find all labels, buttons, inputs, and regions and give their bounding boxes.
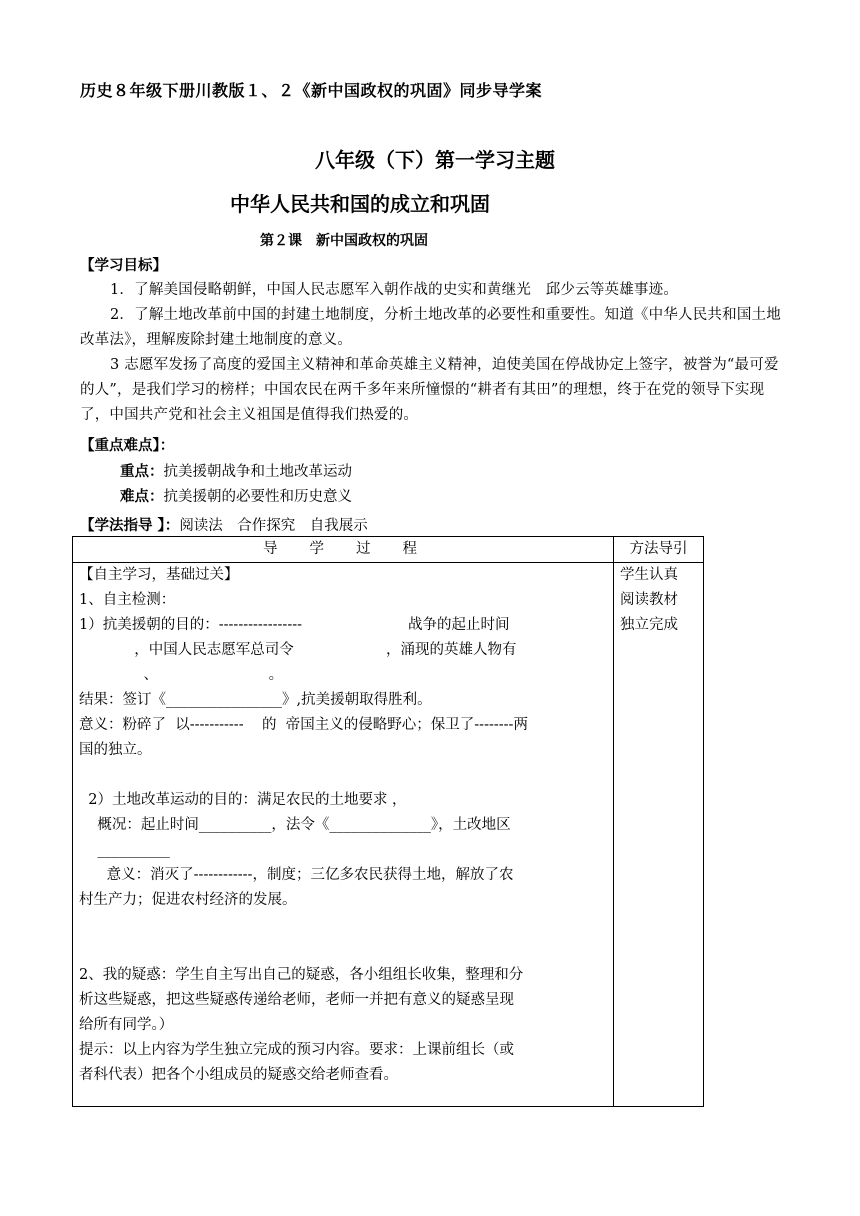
objectives-heading: 【学习目标】 (80, 258, 167, 274)
content-line: 给所有同学。） (79, 1017, 174, 1033)
key-points-heading: 【重点难点】： (80, 438, 175, 454)
objective-item-2: 2．了解土地改革前中国的封建土地制度，分析土地改革的必要性和重要性。知道《中华人民共和国土地改革法》，理解废除封建土地制度的意义。 (80, 307, 781, 348)
objective-item-1: 1．了解美国侵略朝鲜，中国人民志愿军入朝作战的史实和黄继光 邱少云等英雄事迹。 (110, 282, 679, 298)
method-guide-line: 阅读教材 (620, 592, 678, 608)
objective-item-3: 3 志愿军发扬了高度的爱国主义精神和革命英雄主义精神，迫使美国在停战协定上签字，被誉为“最可爱的人”，是我们学习的榜样；中国农民在两千多年来所憧憬的“耕者有其田”的理想，终于在党的领导下实现了，中国共产党和社会主义祖国是值得我们热爱的。 (80, 357, 779, 423)
content-line: 2）土地改革运动的目的：满足农民的土地要求 ， (79, 792, 407, 808)
key-point-line (120, 460, 352, 481)
difficult-point-line (120, 485, 352, 506)
unit-title: 八年级（下）第一学习主题 (315, 148, 555, 172)
content-line: 意义：消灭了------------，制度；三亿多农民获得土地，解放了农 (79, 867, 514, 883)
lesson-title: 第２课 新中国政权的巩固 (260, 233, 428, 249)
method-guide-line: 独立完成 (620, 617, 678, 633)
content-line: ，中国人民志愿军总司令 ，涌现的英雄人物有 (79, 642, 517, 658)
content-line: 概况：起止时间__________，法令《______________》，土改地区 (79, 817, 511, 833)
difficult-point-label: 难点： (120, 489, 164, 505)
content-line: 2、我的疑惑：学生自主写出自己的疑惑，各小组组长收集，整理和分 (79, 967, 524, 983)
content-line: __________ (79, 842, 170, 858)
content-line: 者科代表）把各个小组成员的疑惑交给老师查看。 (79, 1067, 398, 1083)
content-line: 1、自主检测： (79, 592, 176, 608)
key-point-text: 抗美援朝战争和土地改革运动 (163, 464, 352, 480)
topic-title: 中华人民共和国的成立和巩固 (230, 192, 490, 216)
method-text: 阅读法 合作探究 自我展示 (179, 518, 368, 534)
content-line: 国的独立。 (79, 742, 152, 758)
blank-line (79, 763, 607, 788)
header-method-guide: 方法导引 (614, 537, 704, 563)
content-line: 村生产力；促进农村经济的发展。 (79, 892, 297, 908)
method-guide-line: 学生认真 (620, 567, 678, 583)
guide-table (72, 536, 704, 1107)
method-line (80, 514, 368, 535)
content-cell (73, 563, 614, 1107)
content-line: 结果：签订《________________》,抗美援朝取得胜利。 (79, 692, 432, 708)
content-line: 、 。 (79, 667, 284, 683)
method-heading: 【学法指导 】： (80, 518, 180, 534)
key-point-label: 重点： (120, 464, 164, 480)
blank-line (79, 913, 607, 938)
blank-line (79, 938, 607, 963)
table-content-row (73, 563, 704, 1107)
difficult-point-text: 抗美援朝的必要性和历史意义 (163, 489, 352, 505)
content-line: 析这些疑惑，把这些疑惑传递给老师，老师一并把有意义的疑惑呈现 (79, 992, 514, 1008)
method-guide-cell (614, 563, 704, 1107)
content-line: 1）抗美援朝的目的：----------------- 战争的起止时间 (79, 617, 510, 633)
content-line: 提示：以上内容为学生独立完成的预习内容。要求：上课前组长（或 (79, 1042, 514, 1058)
content-line: 意义：粉碎了 以----------- 的 帝国主义的侵略野心；保卫了--------两 (79, 717, 528, 733)
content-line: 【自主学习，基础过关】 (79, 567, 239, 583)
document-title: 历史８年级下册川教版１、２《新中国政权的巩固》同步导学案 (80, 81, 543, 100)
table-header-row (73, 537, 704, 563)
header-guide-process: 导学过程 (73, 537, 614, 563)
